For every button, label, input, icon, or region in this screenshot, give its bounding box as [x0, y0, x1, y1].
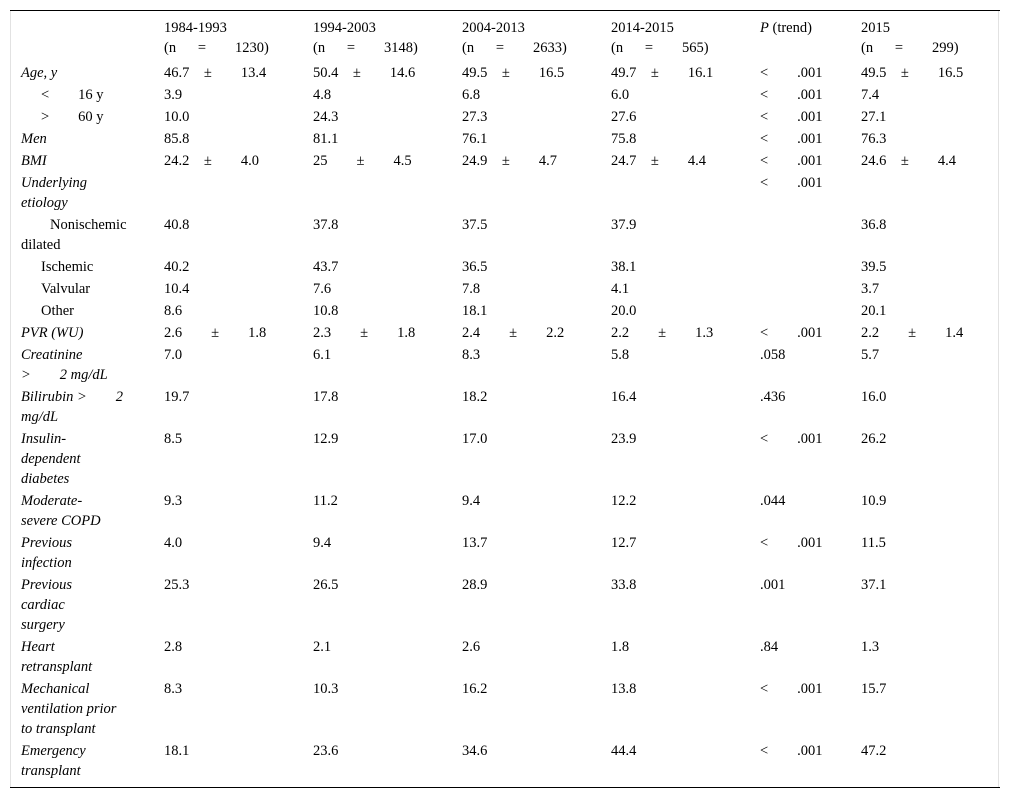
table-cell: 76.3	[861, 131, 887, 147]
table-cell: 4.1	[611, 281, 630, 297]
table-cell: 18.1	[462, 303, 488, 319]
table-cell: 49.7 ± 16.1	[611, 65, 714, 81]
table-cell: 17.0	[462, 431, 488, 447]
table-cell: 40.8	[164, 217, 190, 233]
table-cell: 20.1	[861, 303, 887, 319]
table-cell: 43.7	[313, 259, 339, 275]
table-cell: 44.4	[611, 743, 637, 759]
table-cell: 9.4	[462, 493, 481, 509]
table-cell: 10.0	[164, 109, 190, 125]
column-header-count: (n = 2633)	[462, 40, 567, 56]
column-header-title: 2015	[861, 20, 890, 36]
row-label-line: Mechanical	[21, 681, 90, 697]
table-cell: 23.9	[611, 431, 637, 447]
table-cell: 24.6 ± 4.4	[861, 153, 956, 169]
row-label: < 16 y	[41, 87, 104, 103]
row-label-line: Previous	[21, 535, 73, 551]
table-cell: 9.4	[313, 535, 332, 551]
column-header-title: 1984-1993	[164, 20, 227, 36]
row-label-line: infection	[21, 555, 72, 571]
row-label-line: mg/dL	[21, 409, 59, 425]
row-label-line: > 2 mg/dL	[21, 367, 108, 383]
table-cell: < .001	[760, 325, 823, 341]
table-cell: 34.6	[462, 743, 488, 759]
table-cell: < .001	[760, 153, 823, 169]
table-cell: 27.3	[462, 109, 488, 125]
table-cell: 37.8	[313, 217, 339, 233]
table-cell: 27.1	[861, 109, 887, 125]
column-header-title: 1994-2003	[313, 20, 376, 36]
row-label-line: ventilation prior	[21, 701, 117, 717]
table-cell: 12.9	[313, 431, 339, 447]
table-cell: 2.2 ± 1.3	[611, 325, 714, 341]
table-cell: .436	[760, 389, 786, 405]
row-label-line: severe COPD	[21, 513, 101, 529]
table-cell: 37.9	[611, 217, 637, 233]
table-cell: 1.8	[611, 639, 630, 655]
table-cell: 2.4 ± 2.2	[462, 325, 565, 341]
column-header-title	[760, 18, 812, 38]
column-header-title-rest: (trend)	[768, 20, 812, 36]
table-cell: 9.3	[164, 493, 183, 509]
table-cell: 12.7	[611, 535, 637, 551]
row-label: Men	[21, 131, 47, 147]
table-cell: < .001	[760, 175, 823, 191]
table-cell: 11.2	[313, 493, 338, 509]
row-label-line: to transplant	[21, 721, 96, 737]
table-cell: 1.3	[861, 639, 880, 655]
table-cell: 27.6	[611, 109, 637, 125]
column-header-count: (n = 3148)	[313, 40, 418, 56]
table-cell: 5.8	[611, 347, 630, 363]
table-cell: 25 ± 4.5	[313, 153, 412, 169]
table-cell: 47.2	[861, 743, 887, 759]
table-cell: 10.8	[313, 303, 339, 319]
table-cell: 10.9	[861, 493, 887, 509]
table-cell: 24.3	[313, 109, 339, 125]
column-header-count: (n = 1230)	[164, 40, 269, 56]
table-cell: 8.6	[164, 303, 183, 319]
table-cell: 13.8	[611, 681, 637, 697]
table-cell: < .001	[760, 743, 823, 759]
table-bottom-rule	[10, 787, 1000, 788]
table-cell: < .001	[760, 109, 823, 125]
table-cell: .044	[760, 493, 786, 509]
table-cell: < .001	[760, 65, 823, 81]
table-cell: 11.5	[861, 535, 886, 551]
row-label-line: etiology	[21, 195, 68, 211]
row-label-line: Underlying	[21, 175, 88, 191]
row-label-line: Emergency	[21, 743, 86, 759]
table-cell: 15.7	[861, 681, 887, 697]
table-cell: 23.6	[313, 743, 339, 759]
table-cell: < .001	[760, 131, 823, 147]
table-cell: 10.4	[164, 281, 190, 297]
table-cell: 36.5	[462, 259, 488, 275]
table-cell: 7.4	[861, 87, 880, 103]
table-cell: 2.3 ± 1.8	[313, 325, 416, 341]
table-cell: 2.2 ± 1.4	[861, 325, 964, 341]
row-label: Ischemic	[41, 259, 94, 275]
table-cell: 40.2	[164, 259, 190, 275]
row-label-line: Moderate-	[21, 493, 83, 509]
table-cell: 24.9 ± 4.7	[462, 153, 557, 169]
row-label: Valvular	[41, 281, 91, 297]
row-label-line: Heart	[21, 639, 55, 655]
table-cell: 18.2	[462, 389, 488, 405]
table-cell: 2.1	[313, 639, 332, 655]
row-label-line: transplant	[21, 763, 81, 779]
table-cell: 5.7	[861, 347, 880, 363]
table-cell: 6.1	[313, 347, 332, 363]
row-label-line: dependent	[21, 451, 81, 467]
table-cell: 26.5	[313, 577, 339, 593]
row-label-line: cardiac	[21, 597, 65, 613]
table-cell: 2.8	[164, 639, 183, 655]
row-label-line: Nonischemic	[21, 217, 127, 233]
table-cell: 3.7	[861, 281, 880, 297]
table-cell: 12.2	[611, 493, 637, 509]
table-cell: .84	[760, 639, 779, 655]
table-cell: 16.2	[462, 681, 488, 697]
column-header-count: (n = 299)	[861, 40, 959, 56]
row-label: > 60 y	[41, 109, 104, 125]
table-cell: 6.0	[611, 87, 630, 103]
table-cell: 8.5	[164, 431, 183, 447]
table-cell: 39.5	[861, 259, 887, 275]
table-cell: 7.0	[164, 347, 183, 363]
table-cell: 16.0	[861, 389, 887, 405]
column-header-title: 2014-2015	[611, 20, 674, 36]
table-cell: 8.3	[164, 681, 183, 697]
table-cell: 28.9	[462, 577, 488, 593]
table-cell: 33.8	[611, 577, 637, 593]
table-cell: .001	[760, 577, 786, 593]
table-cell: 2.6	[462, 639, 481, 655]
table-cell: 24.7 ± 4.4	[611, 153, 706, 169]
row-label-line: diabetes	[21, 471, 70, 487]
table-cell: 37.5	[462, 217, 488, 233]
table-cell: 7.8	[462, 281, 481, 297]
table-cell: 18.1	[164, 743, 190, 759]
table-cell: 19.7	[164, 389, 190, 405]
row-label-line: Bilirubin > 2	[21, 389, 124, 405]
table-cell: 24.2 ± 4.0	[164, 153, 259, 169]
row-label: PVR (WU)	[21, 325, 84, 341]
table-cell: 37.1	[861, 577, 887, 593]
row-label-line: Previous	[21, 577, 73, 593]
table-cell: 8.3	[462, 347, 481, 363]
table-cell: 3.9	[164, 87, 183, 103]
row-label-line: Insulin-	[21, 431, 67, 447]
table-cell: 36.8	[861, 217, 887, 233]
table-cell: 76.1	[462, 131, 488, 147]
table-cell: 46.7 ± 13.4	[164, 65, 267, 81]
table-cell: .058	[760, 347, 786, 363]
table-cell: < .001	[760, 431, 823, 447]
table-cell: 38.1	[611, 259, 637, 275]
table-cell: 75.8	[611, 131, 637, 147]
table-cell: 13.7	[462, 535, 488, 551]
row-label-line: surgery	[21, 617, 65, 633]
table-cell: 20.0	[611, 303, 637, 319]
table-cell: 49.5 ± 16.5	[861, 65, 964, 81]
column-header-count: (n = 565)	[611, 40, 709, 56]
column-header-title-italic: P	[760, 20, 769, 36]
table-cell: 2.6 ± 1.8	[164, 325, 267, 341]
table-cell: 50.4 ± 14.6	[313, 65, 416, 81]
table-header	[0, 18, 1011, 62]
table-cell: 4.8	[313, 87, 332, 103]
table-cell: 16.4	[611, 389, 637, 405]
row-label: Age, y	[21, 65, 58, 81]
row-label-line: Creatinine	[21, 347, 83, 363]
table-cell: 25.3	[164, 577, 190, 593]
column-header-title: 2004-2013	[462, 20, 525, 36]
table-cell: 81.1	[313, 131, 339, 147]
table-cell: 10.3	[313, 681, 339, 697]
table-cell: < .001	[760, 535, 823, 551]
row-label: Other	[41, 303, 75, 319]
table-cell: 6.8	[462, 87, 481, 103]
table-cell: 49.5 ± 16.5	[462, 65, 565, 81]
table-cell: 26.2	[861, 431, 887, 447]
table-cell: 85.8	[164, 131, 190, 147]
table-cell: < .001	[760, 87, 823, 103]
table-cell: 17.8	[313, 389, 339, 405]
table-cell: < .001	[760, 681, 823, 697]
row-label: BMI	[21, 153, 47, 169]
table-cell: 7.6	[313, 281, 332, 297]
row-label-line: retransplant	[21, 659, 93, 675]
row-label-line: dilated	[21, 237, 61, 253]
table-cell: 4.0	[164, 535, 183, 551]
